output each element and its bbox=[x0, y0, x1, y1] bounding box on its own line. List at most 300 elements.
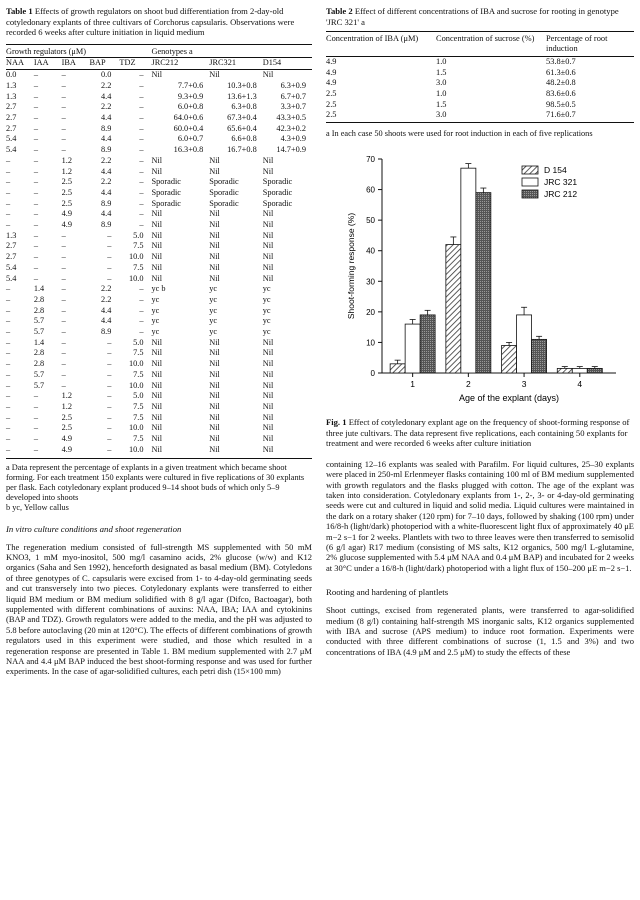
table-cell: – bbox=[33, 444, 38, 454]
table-cell: 4.4 bbox=[101, 187, 112, 197]
table-cell: Sporadic bbox=[262, 177, 293, 187]
table-cell: – bbox=[6, 177, 11, 187]
table-cell: 3.0 bbox=[436, 110, 447, 120]
table-cell: – bbox=[33, 113, 38, 122]
table-cell: – bbox=[6, 220, 11, 230]
table-cell: – bbox=[139, 123, 144, 133]
table-cell: – bbox=[61, 102, 66, 112]
table-cell: Nil bbox=[151, 262, 163, 272]
table1-body bbox=[6, 70, 312, 456]
table-row bbox=[6, 445, 312, 456]
table-row bbox=[6, 124, 312, 135]
table-cell: yc bbox=[209, 294, 218, 304]
table-cell: yc bbox=[209, 284, 218, 294]
table-cell: – bbox=[33, 70, 38, 80]
table1-col-header: TDZ bbox=[119, 58, 136, 68]
table-cell: 4.3+0.9 bbox=[280, 134, 306, 144]
table-cell: – bbox=[139, 70, 144, 80]
table-cell: – bbox=[6, 401, 11, 411]
table2-header-sucrose: Concentration of sucrose (%) bbox=[436, 34, 535, 44]
table-cell: Sporadic bbox=[151, 187, 181, 197]
table-row bbox=[6, 92, 312, 103]
y-tick-label: 20 bbox=[366, 307, 375, 317]
table-cell: 16.7+0.8 bbox=[227, 145, 257, 155]
table-cell: 2.2 bbox=[101, 155, 112, 165]
table-cell: 1.4 bbox=[33, 337, 45, 347]
table-cell: yc bbox=[262, 284, 271, 294]
table-cell: Nil bbox=[209, 434, 220, 444]
table-row bbox=[6, 434, 312, 445]
left-column bbox=[6, 0, 312, 677]
table-cell: 9.3+0.9 bbox=[177, 91, 204, 101]
table-cell: Nil bbox=[151, 337, 163, 347]
table-cell: 53.8±0.7 bbox=[546, 57, 576, 67]
table-cell: 1.4 bbox=[33, 284, 45, 294]
table-cell: yc bbox=[151, 305, 160, 315]
table-cell: – bbox=[139, 316, 144, 326]
figure1-caption-text: Effect of cotyledonary explant age on the frequency of shoot-forming response of three jute cultivars. The data represent five replications, each containing 50 explants for treatment and were recorded 6 weeks after culture initiation bbox=[326, 416, 630, 449]
table-cell: – bbox=[139, 327, 144, 337]
table-cell: 1.2 bbox=[61, 166, 72, 176]
table-cell: – bbox=[139, 198, 144, 208]
table-cell: 1.5 bbox=[436, 99, 447, 109]
table-cell: – bbox=[61, 262, 66, 272]
table-row bbox=[6, 102, 312, 113]
table-cell: Nil bbox=[209, 359, 220, 369]
table-cell: – bbox=[33, 273, 38, 283]
table-cell: 43.3+0.5 bbox=[276, 113, 306, 122]
table-cell: 7.5 bbox=[133, 412, 144, 422]
table-cell: 42.3+0.2 bbox=[276, 123, 306, 133]
table-cell: yc bbox=[262, 305, 271, 315]
table-cell: Nil bbox=[209, 155, 220, 165]
table-cell: 2.7 bbox=[6, 252, 17, 262]
table-cell: 1.2 bbox=[61, 401, 72, 411]
table-cell: – bbox=[33, 177, 38, 187]
table-row bbox=[6, 381, 312, 392]
table-cell: Nil bbox=[151, 359, 163, 369]
table1 bbox=[6, 44, 312, 456]
table-cell: Nil bbox=[209, 391, 220, 401]
y-tick-label: 30 bbox=[366, 277, 375, 287]
table-cell: 7.5 bbox=[133, 348, 144, 358]
table-cell: Nil bbox=[209, 401, 220, 411]
table-cell: Nil bbox=[262, 230, 274, 240]
table-cell: 4.4 bbox=[101, 134, 112, 144]
table-cell: Nil bbox=[151, 252, 163, 262]
table2 bbox=[326, 31, 634, 121]
legend-label: JRC 212 bbox=[544, 188, 578, 199]
table-cell: 4.4 bbox=[101, 209, 112, 219]
table-row bbox=[6, 220, 312, 231]
table-cell: Nil bbox=[151, 241, 163, 251]
table-cell: Nil bbox=[262, 209, 274, 219]
table-cell: – bbox=[107, 252, 112, 262]
bar-d-154 bbox=[502, 345, 517, 373]
table-cell: 1.2 bbox=[61, 391, 72, 401]
table-cell: 5.7 bbox=[33, 316, 45, 326]
table-row bbox=[6, 209, 312, 220]
table-cell: Nil bbox=[262, 337, 274, 347]
bar-jrc-321 bbox=[572, 368, 587, 373]
table2-footnote-a: a In each case 50 shoots were used for root induction in each of five replications bbox=[326, 128, 593, 138]
table-cell: 1.0 bbox=[436, 88, 447, 98]
table-cell: Nil bbox=[262, 369, 274, 379]
table-cell: 10.0 bbox=[128, 380, 144, 390]
table-cell: – bbox=[107, 444, 112, 454]
table-cell: – bbox=[61, 70, 66, 80]
table-cell: – bbox=[6, 359, 11, 369]
table-cell: Nil bbox=[151, 273, 163, 283]
table-cell: Nil bbox=[262, 412, 274, 422]
table-cell: Nil bbox=[209, 70, 220, 80]
table-cell: Nil bbox=[262, 166, 274, 176]
table-row bbox=[6, 199, 312, 210]
table-cell: Nil bbox=[262, 434, 274, 444]
table-cell: 4.9 bbox=[61, 209, 72, 219]
table-cell: – bbox=[139, 145, 144, 155]
table-row bbox=[6, 391, 312, 402]
table-cell: – bbox=[61, 294, 66, 304]
table-cell: Nil bbox=[209, 230, 220, 240]
y-tick-label: 70 bbox=[366, 154, 375, 164]
table-cell: 2.5 bbox=[61, 177, 72, 187]
table-cell: 6.0+0.8 bbox=[177, 102, 204, 112]
table-cell: Nil bbox=[151, 220, 163, 230]
legend-swatch bbox=[522, 178, 538, 186]
table-cell: – bbox=[6, 369, 11, 379]
table-cell: – bbox=[6, 294, 11, 304]
table-cell: 83.6±0.6 bbox=[546, 88, 576, 98]
table-row bbox=[6, 241, 312, 252]
table-cell: yc bbox=[151, 294, 160, 304]
y-axis-label: Shoot-forming response (%) bbox=[346, 212, 356, 320]
table-cell: Nil bbox=[209, 262, 220, 272]
table-cell: 4.9 bbox=[326, 67, 337, 77]
table1-col-header: BAP bbox=[89, 58, 106, 68]
table-cell: 3.0 bbox=[436, 78, 447, 88]
table-row bbox=[6, 113, 312, 124]
table-cell: – bbox=[33, 198, 38, 208]
table-cell: – bbox=[61, 380, 66, 390]
legend-swatch bbox=[522, 166, 538, 174]
table-cell: 8.9 bbox=[101, 220, 112, 230]
table-cell: – bbox=[139, 134, 144, 144]
table-cell: 2.8 bbox=[33, 305, 45, 315]
table-cell: – bbox=[61, 327, 66, 337]
table-cell: Sporadic bbox=[262, 198, 293, 208]
table-cell: 2.5 bbox=[61, 412, 72, 422]
table-cell: 13.6+1.3 bbox=[227, 91, 257, 101]
table-cell: 61.3±0.6 bbox=[546, 67, 576, 77]
table-cell: Nil bbox=[262, 70, 274, 80]
table-cell: 71.6±0.7 bbox=[546, 110, 576, 120]
table-cell: 2.5 bbox=[61, 198, 72, 208]
table-cell: – bbox=[6, 316, 11, 326]
table-cell: – bbox=[139, 187, 144, 197]
x-tick-label: 3 bbox=[521, 378, 527, 389]
x-tick-label: 4 bbox=[577, 378, 583, 389]
bar-d-154 bbox=[557, 368, 572, 373]
table-cell: 2.8 bbox=[33, 294, 45, 304]
table-cell: – bbox=[139, 209, 144, 219]
table-cell: Nil bbox=[262, 220, 274, 230]
table-cell: – bbox=[6, 380, 11, 390]
table-cell: – bbox=[107, 348, 112, 358]
bar-d-154 bbox=[390, 364, 405, 373]
table-cell: 8.9 bbox=[101, 198, 112, 208]
table-cell: – bbox=[33, 391, 38, 401]
table-row bbox=[6, 145, 312, 156]
table-cell: – bbox=[139, 220, 144, 230]
table-cell: yc bbox=[209, 327, 218, 337]
table-cell: Nil bbox=[209, 209, 220, 219]
y-tick-label: 0 bbox=[370, 368, 375, 378]
table-cell: Nil bbox=[151, 230, 163, 240]
table-cell: Nil bbox=[209, 273, 220, 283]
table-cell: 48.2±0.8 bbox=[546, 78, 576, 88]
table-cell: Nil bbox=[151, 412, 163, 422]
table-cell: Nil bbox=[209, 412, 220, 422]
table-cell: 6.6+0.8 bbox=[231, 134, 257, 144]
figure1-caption bbox=[326, 417, 634, 449]
bar-jrc-212 bbox=[420, 315, 435, 373]
table-cell: 5.7 bbox=[33, 369, 45, 379]
table-cell: Nil bbox=[209, 348, 220, 358]
table1-column-headers bbox=[6, 58, 312, 70]
table-cell: 5.4 bbox=[6, 134, 17, 144]
table-cell: – bbox=[107, 273, 112, 283]
table-cell: Nil bbox=[262, 262, 274, 272]
table-cell: Nil bbox=[151, 209, 163, 219]
y-tick-label: 40 bbox=[366, 246, 375, 256]
table-cell: – bbox=[61, 230, 66, 240]
x-tick-label: 1 bbox=[410, 378, 416, 389]
table-cell: 5.7 bbox=[33, 380, 45, 390]
table-cell: 0.0 bbox=[6, 70, 17, 80]
table-cell: – bbox=[61, 348, 66, 358]
y-tick-label: 10 bbox=[366, 338, 375, 348]
table-cell: 10.0 bbox=[128, 423, 144, 433]
table-row bbox=[6, 81, 312, 92]
table-cell: 5.4 bbox=[6, 262, 17, 272]
table-cell: 7.5 bbox=[133, 434, 144, 444]
table-cell: 5.0 bbox=[133, 337, 144, 347]
table-cell: 6.3+0.8 bbox=[231, 102, 257, 112]
table-cell: Nil bbox=[151, 166, 163, 176]
table-cell: – bbox=[61, 241, 66, 251]
table-cell: 2.2 bbox=[101, 284, 112, 294]
table-cell: – bbox=[6, 284, 11, 294]
table-cell: – bbox=[33, 123, 38, 133]
table-cell: – bbox=[61, 369, 66, 379]
table-cell: yc bbox=[209, 305, 218, 315]
table-cell: 4.4 bbox=[101, 113, 112, 122]
table-cell: – bbox=[61, 123, 66, 133]
table-cell: Nil bbox=[262, 252, 274, 262]
table-cell: – bbox=[6, 327, 11, 337]
table-cell: 3.3+0.7 bbox=[280, 102, 306, 112]
table-cell: – bbox=[6, 337, 11, 347]
x-tick-label: 2 bbox=[465, 378, 471, 389]
table-cell: Sporadic bbox=[209, 177, 239, 187]
table-cell: Nil bbox=[209, 444, 220, 454]
table-row bbox=[6, 70, 312, 81]
table-cell: – bbox=[107, 337, 112, 347]
figure1-caption-label: Fig. 1 bbox=[326, 416, 347, 427]
table-row bbox=[6, 327, 312, 338]
table-cell: – bbox=[107, 380, 112, 390]
table-cell: – bbox=[61, 305, 66, 315]
table-row bbox=[326, 100, 634, 111]
table-cell: – bbox=[107, 359, 112, 369]
table-cell: Nil bbox=[209, 369, 220, 379]
table-cell: 2.2 bbox=[101, 102, 112, 112]
table-cell: – bbox=[139, 294, 144, 304]
table-cell: Nil bbox=[262, 423, 274, 433]
table-cell: 4.4 bbox=[101, 91, 112, 101]
table-cell: Nil bbox=[151, 391, 163, 401]
table-cell: – bbox=[33, 145, 38, 155]
bar-jrc-321 bbox=[517, 315, 532, 373]
table-cell: 5.4 bbox=[6, 273, 17, 283]
table-row bbox=[326, 68, 634, 79]
table-cell: 1.2 bbox=[61, 155, 72, 165]
table-cell: 10.0 bbox=[128, 273, 144, 283]
table-cell: Nil bbox=[151, 444, 163, 454]
table1-caption-text: Effects of growth regulators on shoot bud differentiation from 2-day-old cotyledonary explants of three cultivars of Corchorus capsularis. Observations were recorded 6 weeks after culture initiation in liquid medium bbox=[6, 6, 295, 38]
table1-footnote-a: a Data represent the percentage of explants in a given treatment which became shoot forming. For each treatment 150 explants were cultured in five replications of 30 explants per flask. Each cotyledonary explant produced 9–14 shoot buds of which only 5–9 developed into shoots bbox=[6, 462, 305, 503]
table-row bbox=[6, 306, 312, 317]
table-cell: – bbox=[6, 305, 11, 315]
table-row bbox=[326, 57, 634, 68]
table-cell: yc bbox=[151, 316, 160, 326]
table1-col-header: D154 bbox=[262, 58, 282, 68]
table-cell: 7.5 bbox=[133, 401, 144, 411]
table-cell: 1.0 bbox=[436, 57, 447, 67]
table-cell: 7.7+0.6 bbox=[177, 80, 204, 90]
section-heading-invitro: In vitro culture conditions and shoot regeneration bbox=[6, 523, 182, 534]
table-cell: – bbox=[139, 305, 144, 315]
table-cell: – bbox=[33, 230, 38, 240]
bar-jrc-321 bbox=[405, 324, 420, 373]
table-cell: 2.5 bbox=[326, 88, 337, 98]
table-cell: – bbox=[61, 337, 66, 347]
table-cell: – bbox=[33, 434, 38, 444]
table-cell: 64.0+0.6 bbox=[173, 113, 204, 122]
table-row bbox=[6, 231, 312, 242]
table-cell: – bbox=[61, 80, 66, 90]
x-axis-label: Age of the explant (days) bbox=[458, 392, 560, 403]
table-cell: 1.3 bbox=[6, 80, 17, 90]
table-cell: yc bbox=[262, 316, 271, 326]
table-cell: Nil bbox=[151, 423, 163, 433]
table-row bbox=[6, 156, 312, 167]
table-row bbox=[6, 177, 312, 188]
table-row bbox=[6, 413, 312, 424]
table-cell: – bbox=[139, 284, 144, 294]
table-cell: – bbox=[33, 252, 38, 262]
table-cell: – bbox=[33, 262, 38, 272]
table-cell: Nil bbox=[209, 166, 220, 176]
table-cell: – bbox=[139, 80, 144, 90]
table-cell: Sporadic bbox=[151, 198, 181, 208]
table-cell: – bbox=[33, 412, 38, 422]
table-cell: – bbox=[33, 209, 38, 219]
table-cell: Nil bbox=[151, 380, 163, 390]
table-cell: Sporadic bbox=[151, 177, 181, 187]
table-cell: – bbox=[61, 316, 66, 326]
table-cell: – bbox=[6, 434, 11, 444]
table-cell: 14.7+0.9 bbox=[276, 145, 306, 155]
table2-header-root: Percentage of root induction bbox=[546, 34, 608, 54]
table-cell: 7.5 bbox=[133, 262, 144, 272]
table-cell: 1.3 bbox=[6, 91, 17, 101]
table-cell: – bbox=[107, 369, 112, 379]
table-cell: Nil bbox=[262, 359, 274, 369]
table-row bbox=[6, 423, 312, 434]
table-cell: 4.4 bbox=[101, 316, 112, 326]
table-row bbox=[6, 338, 312, 349]
table-cell: – bbox=[33, 134, 38, 144]
table-cell: – bbox=[33, 401, 38, 411]
table-cell: – bbox=[6, 348, 11, 358]
table-row bbox=[6, 370, 312, 381]
table-cell: Nil bbox=[151, 348, 163, 358]
table2-header-iba: Concentration of IBA (μM) bbox=[326, 34, 419, 44]
table-cell: – bbox=[107, 412, 112, 422]
table-cell: 8.9 bbox=[101, 123, 112, 133]
table-cell: – bbox=[33, 220, 38, 230]
table-cell: – bbox=[61, 359, 66, 369]
section-text-invitro: The regeneration medium consisted of full-strength MS supplemented with 50 mM KNO3, 1 mM myo-inositol, 500 mg/l casamino acids, 2% glucose (w/w) and K12 organics (Saha and Sen 1992), henceforth designated as basal medium (BM). Cotyledons of three genotypes of C. capsularis were excised from 1- to 4-day-old germinating seeds and cut transversely into two pieces. Cotyledonary explants were transferred to either liquid BM medium or BM medium solidified with 8 g/l agar (Difco, Bactoagar), both supplemented with different combinations of auxins: NAA, IBA; IAA and cytokinins (BAP and TDZ). Growth regulators were added to the media, and the pH was adjusted to 5.8 before autoclaving (20 min at 120°C). The effects of different combinations of growth regulators used in this experiment were studied, and those which resulted in a regeneration response are presented in Table 1. BM medium supplemented with 2.7 μM NAA and 4.4 μM BAP induced the best shoot-forming response and was used for further experiments. In the case of agar-solidified cultures, each petri dish (15×100 mm) bbox=[6, 541, 312, 677]
table-row bbox=[6, 348, 312, 359]
table-cell: yc bbox=[262, 327, 271, 337]
table-cell: – bbox=[33, 187, 38, 197]
table-cell: – bbox=[6, 412, 11, 422]
table-cell: 8.9 bbox=[101, 327, 112, 337]
table1-col-header: JRC212 bbox=[151, 58, 179, 68]
bar-jrc-212 bbox=[532, 339, 547, 373]
table-cell: – bbox=[139, 102, 144, 112]
table-cell: – bbox=[139, 177, 144, 187]
table-cell: 6.0+0.7 bbox=[177, 134, 204, 144]
table-cell: Nil bbox=[151, 155, 163, 165]
table-cell: – bbox=[61, 252, 66, 262]
table-row bbox=[6, 167, 312, 178]
figure1-chart bbox=[326, 145, 634, 415]
table-cell: Nil bbox=[262, 348, 274, 358]
table-cell: 2.8 bbox=[33, 348, 45, 358]
table-cell: 1.3 bbox=[6, 230, 17, 240]
table-cell: Nil bbox=[209, 241, 220, 251]
table-cell: Nil bbox=[262, 241, 274, 251]
table-cell: 5.7 bbox=[33, 327, 45, 337]
table-cell: 4.4 bbox=[101, 166, 112, 176]
table-cell: 60.0+0.4 bbox=[173, 123, 204, 133]
table-cell: 98.5±0.5 bbox=[546, 99, 576, 109]
table-cell: Nil bbox=[209, 423, 220, 433]
legend-label: JRC 321 bbox=[544, 176, 578, 187]
table-cell: Nil bbox=[209, 380, 220, 390]
section-text-rooting: Shoot cuttings, excised from regenerated plants, were transferred to agar-solidified medium (8 g/l) containing half-strength MS inorganic salts, K12 organics supplemented with IBA and sucrose (APS medium) to induce root formation. Experiments were conducted with three different combinations of sucrose (1, 1.5 and 3%) and two concentrations of IBA (4.9 μM and 2.5 μM) to study the effects of these bbox=[326, 605, 634, 657]
table-cell: – bbox=[107, 241, 112, 251]
table-cell: 2.5 bbox=[61, 423, 72, 433]
table-cell: – bbox=[61, 145, 66, 155]
table-cell: Nil bbox=[209, 220, 220, 230]
table-cell: Sporadic bbox=[209, 187, 239, 197]
table-cell: 10.0 bbox=[128, 359, 144, 369]
